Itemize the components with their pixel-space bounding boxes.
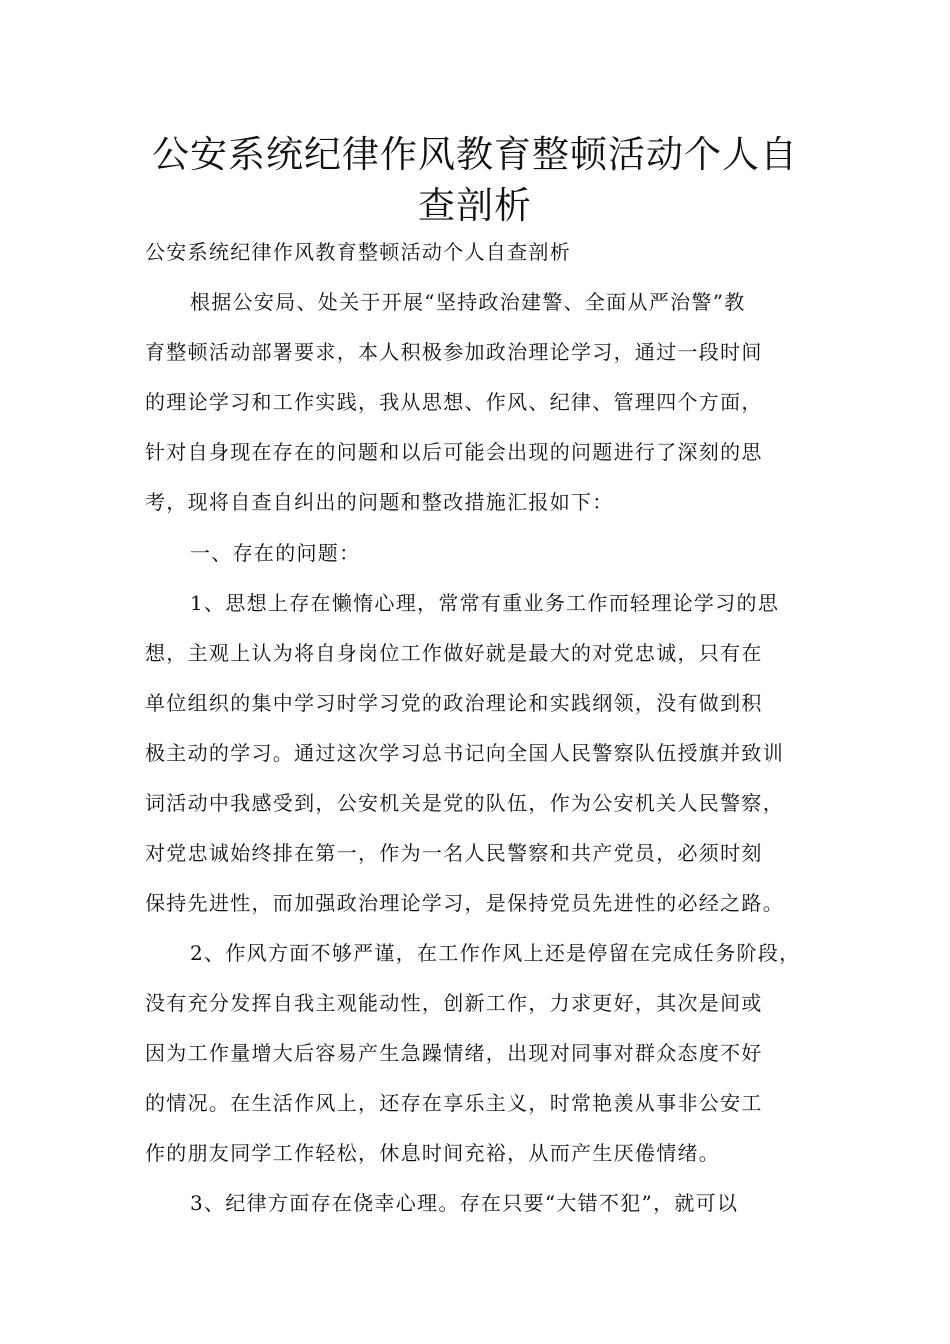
paragraph-line: 对党忠诚始终排在第一，作为一名人民警察和共产党员，必须时刻	[145, 841, 763, 865]
paragraph-line: 作的朋友同学工作轻松，休息时间充裕，从而产生厌倦情绪。	[145, 1141, 721, 1165]
paragraph-line: 词活动中我感受到，公安机关是党的队伍，作为公安机关人民警察，	[145, 791, 784, 815]
paragraph-line: 3、纪律方面存在侥幸心理。存在只要“大错不犯”，就可以	[190, 1191, 739, 1215]
paragraph-line: 的理论学习和工作实践，我从思想、作风、纪律、管理四个方面，	[145, 390, 763, 414]
paragraph-line: 单位组织的集中学习时学习党的政治理论和实践纲领，没有做到积	[145, 691, 763, 715]
document-subtitle: 公安系统纪律作风教育整顿活动个人自查剖析	[145, 240, 571, 264]
document-title-line-1: 公安系统纪律作风教育整顿活动个人自	[152, 133, 798, 176]
paragraph-line: 根据公安局、处关于开展“坚持政治建警、全面从严治警”教	[190, 290, 746, 314]
paragraph-line: 极主动的学习。通过这次学习总书记向全国人民警察队伍授旗并致训	[145, 741, 784, 765]
paragraph-line: 因为工作量增大后容易产生急躁情绪，出现对同事对群众态度不好	[145, 1041, 763, 1065]
paragraph-line: 考，现将自查自纠出的问题和整改措施汇报如下：	[145, 490, 614, 514]
document-title-line-2: 查剖析	[418, 184, 532, 227]
paragraph-line: 1、思想上存在懒惰心理，常常有重业务工作而轻理论学习的思	[190, 591, 780, 615]
paragraph-line: 2、作风方面不够严谨，在工作作风上还是停留在完成任务阶段，	[190, 941, 801, 965]
paragraph-line: 针对自身现在存在的问题和以后可能会出现的问题进行了深刻的思	[145, 440, 763, 464]
paragraph-line: 想，主观上认为将自身岗位工作做好就是最大的对党忠诚，只有在	[145, 641, 763, 665]
paragraph-line: 没有充分发挥自我主观能动性，创新工作，力求更好，其次是间或	[145, 991, 763, 1015]
paragraph-line: 育整顿活动部署要求，本人积极参加政治理论学习，通过一段时间	[145, 340, 763, 364]
section-heading: 一、存在的问题：	[190, 541, 361, 565]
paragraph-line: 保持先进性，而加强政治理论学习，是保持党员先进性的必经之路。	[145, 891, 784, 915]
paragraph-line: 的情况。在生活作风上，还存在享乐主义，时常艳羡从事非公安工	[145, 1091, 763, 1115]
